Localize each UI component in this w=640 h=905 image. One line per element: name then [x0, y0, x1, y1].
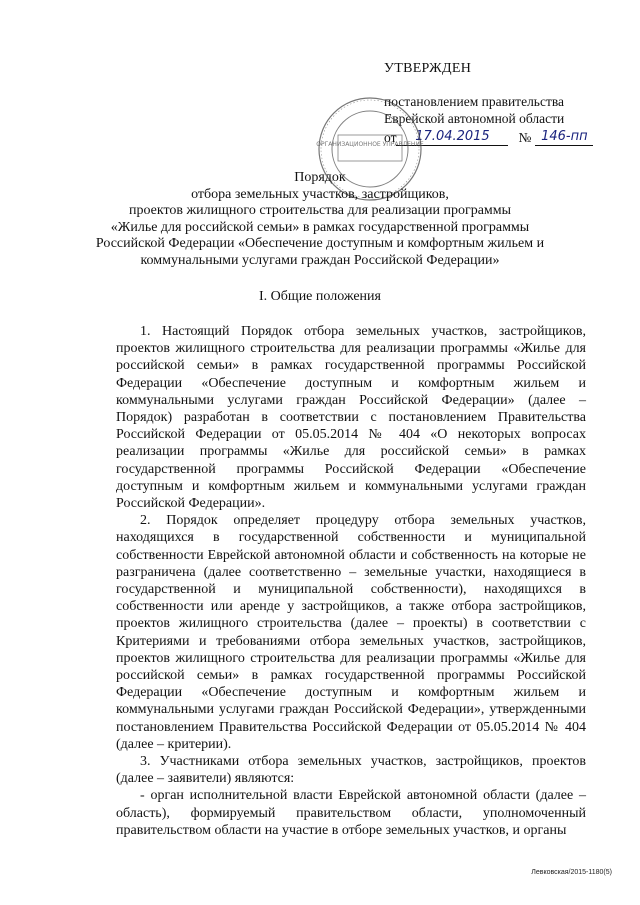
title-line-3: проектов жилищного строительства для реализации программы — [128, 203, 512, 218]
section-heading: I. Общие положения — [259, 289, 381, 304]
number-blank — [535, 127, 593, 146]
body-text — [116, 323, 586, 839]
paragraph-1: 1. Настоящий Порядок отбора земельных участков, застройщиков, проектов жилищного строительства для реализации программы «Жилье для российской семьи» в рамках государственной программы Российской Федерации «Обеспечение доступным и комфортным жильем и коммунальными услугами граждан Российской Федерации» (далее – Порядок) разработан в соответствии с постановлением Правительства Российской Федерации от 05.05.2014 № 404 «О некоторых вопросах реализации программы «Жилье для российской семьи» в рамках государственной программы Российской Федерации «Обеспечение доступным и комфортным жильем и коммунальными услугами граждан Российской Федерации». — [116, 324, 586, 512]
handwritten-number: 146-пп — [541, 129, 588, 144]
handwritten-date: 17.04.2015 — [415, 129, 490, 144]
title-line-4: «Жилье для российской семьи» в рамках государственной программы — [110, 219, 530, 235]
footer-reference: Левковская/2015-1180(5) — [531, 869, 612, 876]
svg-text:ОРГАНИЗАЦИОННОЕ УПРАВЛЕНИЕ — [316, 141, 424, 148]
document-title — [80, 170, 560, 269]
approval-title: УТВЕРЖДЕН — [384, 61, 472, 76]
paragraph-3: 3. Участниками отбора земельных участков, застройщиков, проектов (далее – заявители) являются: — [116, 754, 586, 787]
title-line-6: коммунальными услугами граждан Российской Федерации» — [140, 252, 500, 268]
title-line-5: Российской Федерации «Обеспечение доступным и комфортным жильем и — [95, 236, 545, 251]
paragraph-2: 2. Порядок определяет процедуру отбора земельных участков, находящихся в государственной собственности и муниципальной собственности Еврейской автономной области и собственность на которые не разграничена (далее соответственно – земельные участки, находящиеся в государственной и муниципальной собственности), находящихся в собственности или аренде у застройщиков, а также отбора застройщиков, проектов жилищного строительства (далее – проекты) в соответствии с Критериями и требованиями отбора земельных участков, застройщиков, проектов жилищного строительства для реализации программы «Жилье для российской семьи» в рамках государственной программы Российской Федерации «Обеспечение доступным и комфортным жильем и коммунальными услугами граждан Российской Федерации», утвержденными постановлением Правительства Российской Федерации от 05.05.2014 № 404 (далее – критерии). — [116, 513, 586, 752]
number-prefix: № — [518, 130, 532, 145]
approval-line-1: постановлением правительства — [384, 94, 565, 109]
title-line-1: Порядок — [294, 170, 346, 185]
stamp-text: ОРГАНИЗАЦИОННОЕ УПРАВЛЕНИЕ — [316, 141, 424, 148]
title-line-2: отбора земельных участков, застройщиков, — [191, 186, 449, 202]
date-prefix: от — [384, 130, 397, 145]
approval-line-2: Еврейской автономной области — [384, 111, 565, 126]
paragraph-4: - орган исполнительной власти Еврейской автономной области (далее – область), формируемый правительством области, уполномоченный правительством области на участие в отборе земельных участков, и органы — [116, 788, 586, 838]
